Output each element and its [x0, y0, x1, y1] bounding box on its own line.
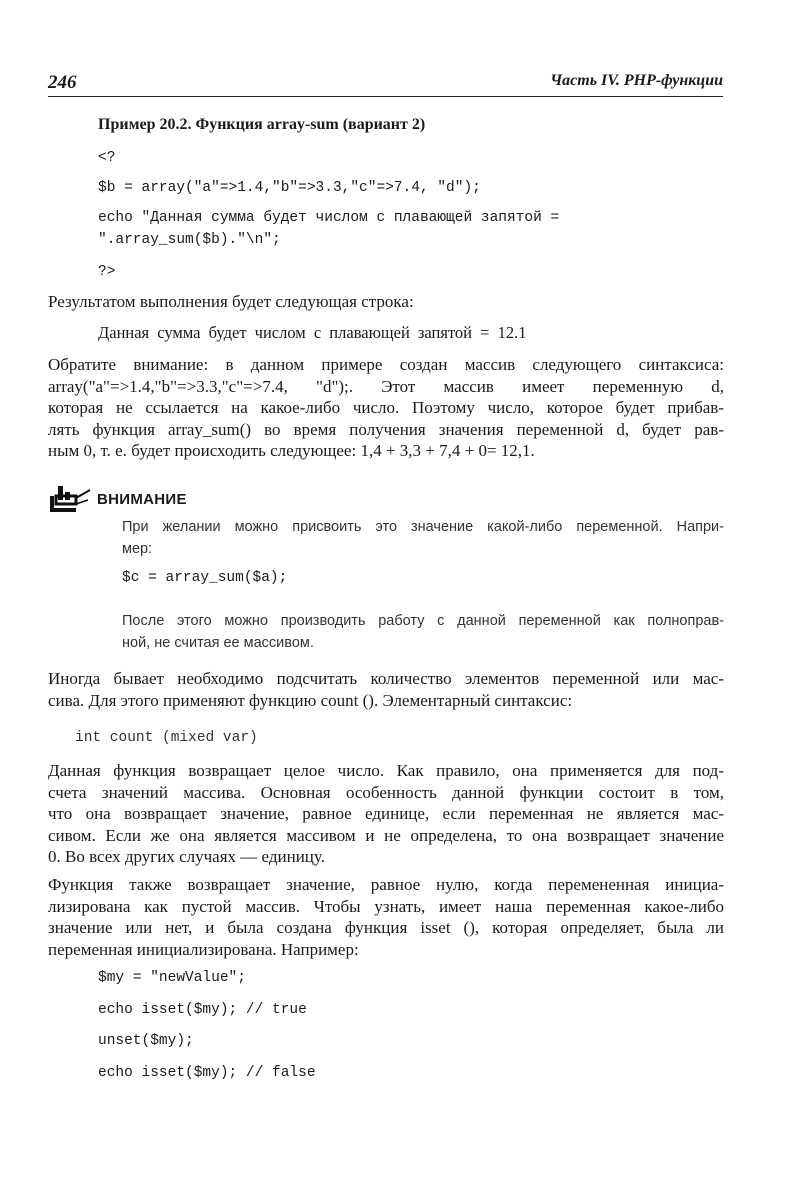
text-line: После этого можно производить работу с данной переменной как полноправ- — [122, 613, 724, 629]
text-line: счета значений массива. Основная особенность данной функции состоит в том, — [48, 782, 724, 802]
text-line: ным 0, т. е. будет происходить следующее: 1,4 + 3,3 + 7,4 + 0= 12,1. — [48, 441, 535, 460]
text-line: При желании можно присвоить это значение какой-либо переменной. Напри- — [122, 519, 724, 535]
text-line: лять функция array_sum() во время получения значения переменной d, будет рав- — [48, 419, 724, 439]
text-line: переменная инициализирована. Например: — [48, 939, 359, 959]
code-line-echo: echo "Данная сумма будет числом с плавающей запятой = — [98, 210, 560, 226]
text-line: Функция также возвращает значение, равное нулю, когда перемененная инициа- — [48, 875, 724, 894]
code-assign: $my = "newValue"; — [98, 970, 246, 986]
text-line: значение или нет, и была создана функция isset (), которая определяет, была ли — [48, 918, 724, 937]
page-number: 246 — [48, 72, 77, 93]
text-line: array("a"=>1.4,"b"=>3.3,"c"=>7.4, "d");. Этот массив имеет переменную d, — [48, 376, 724, 396]
text-line: сивом. Если же она является массивом и не определена, то она возвращает значение — [48, 825, 724, 845]
code-line-array: $b = array("a"=>1.4,"b"=>3.3,"c"=>7.4, "d"); — [98, 180, 481, 196]
text-line: 0. Во всех других случаях — единицу. — [48, 847, 325, 866]
text-line: что она возвращает значение, равное единице, если переменная не является мас- — [48, 804, 724, 823]
text-line: лизирована как пустой массив. Чтобы узнать, имеет наша переменная какое-либо — [48, 896, 724, 916]
attention-hand-icon — [48, 484, 92, 514]
page-header — [48, 72, 723, 97]
note-code: $c = array_sum($a); — [122, 570, 288, 586]
code-line-echo-cont: ".array_sum($b)."\n"; — [98, 232, 281, 248]
code-unset: unset($my); — [98, 1033, 194, 1049]
text-line: которая не ссылается на какое-либо число. Поэтому число, которое будет прибав- — [48, 398, 724, 417]
code-isset-true: echo isset($my); // true — [98, 1002, 307, 1018]
code-open-tag: <? — [98, 150, 116, 166]
text-line: сива. Для этого применяют функцию count (). Элементарный синтаксис: — [48, 690, 573, 710]
text-line: Данная функция возвращает целое число. Как правило, она применяется для под- — [48, 761, 724, 780]
note-title: ВНИМАНИЕ — [97, 491, 187, 508]
count-paragraph — [48, 668, 724, 711]
text-line: Иногда бывает необходимо подсчитать количество элементов переменной или мас- — [48, 669, 724, 688]
text-line: Обратите внимание: в данном примере создан массив следующего синтаксиса: — [48, 355, 724, 374]
isset-paragraph — [48, 874, 724, 960]
running-title: Часть IV. PHP-функции — [550, 72, 723, 89]
example-caption: Пример 20.2. Функция array-sum (вариант 2) — [98, 116, 426, 133]
text-line: ной, не считая ее массивом. — [122, 635, 314, 651]
count-description — [48, 760, 724, 868]
code-close-tag: ?> — [98, 264, 116, 280]
code-isset-false: echo isset($my); // false — [98, 1065, 316, 1081]
count-syntax: int count (mixed var) — [75, 730, 258, 746]
result-output: Данная сумма будет числом с плавающей запятой = 12.1 — [98, 323, 527, 342]
result-intro: Результатом выполнения будет следующая строка: — [48, 292, 414, 311]
text-line: мер: — [122, 541, 153, 557]
note-paragraph-2 — [122, 610, 724, 654]
note-paragraph-1 — [122, 516, 724, 560]
explanation-paragraph — [48, 354, 724, 462]
